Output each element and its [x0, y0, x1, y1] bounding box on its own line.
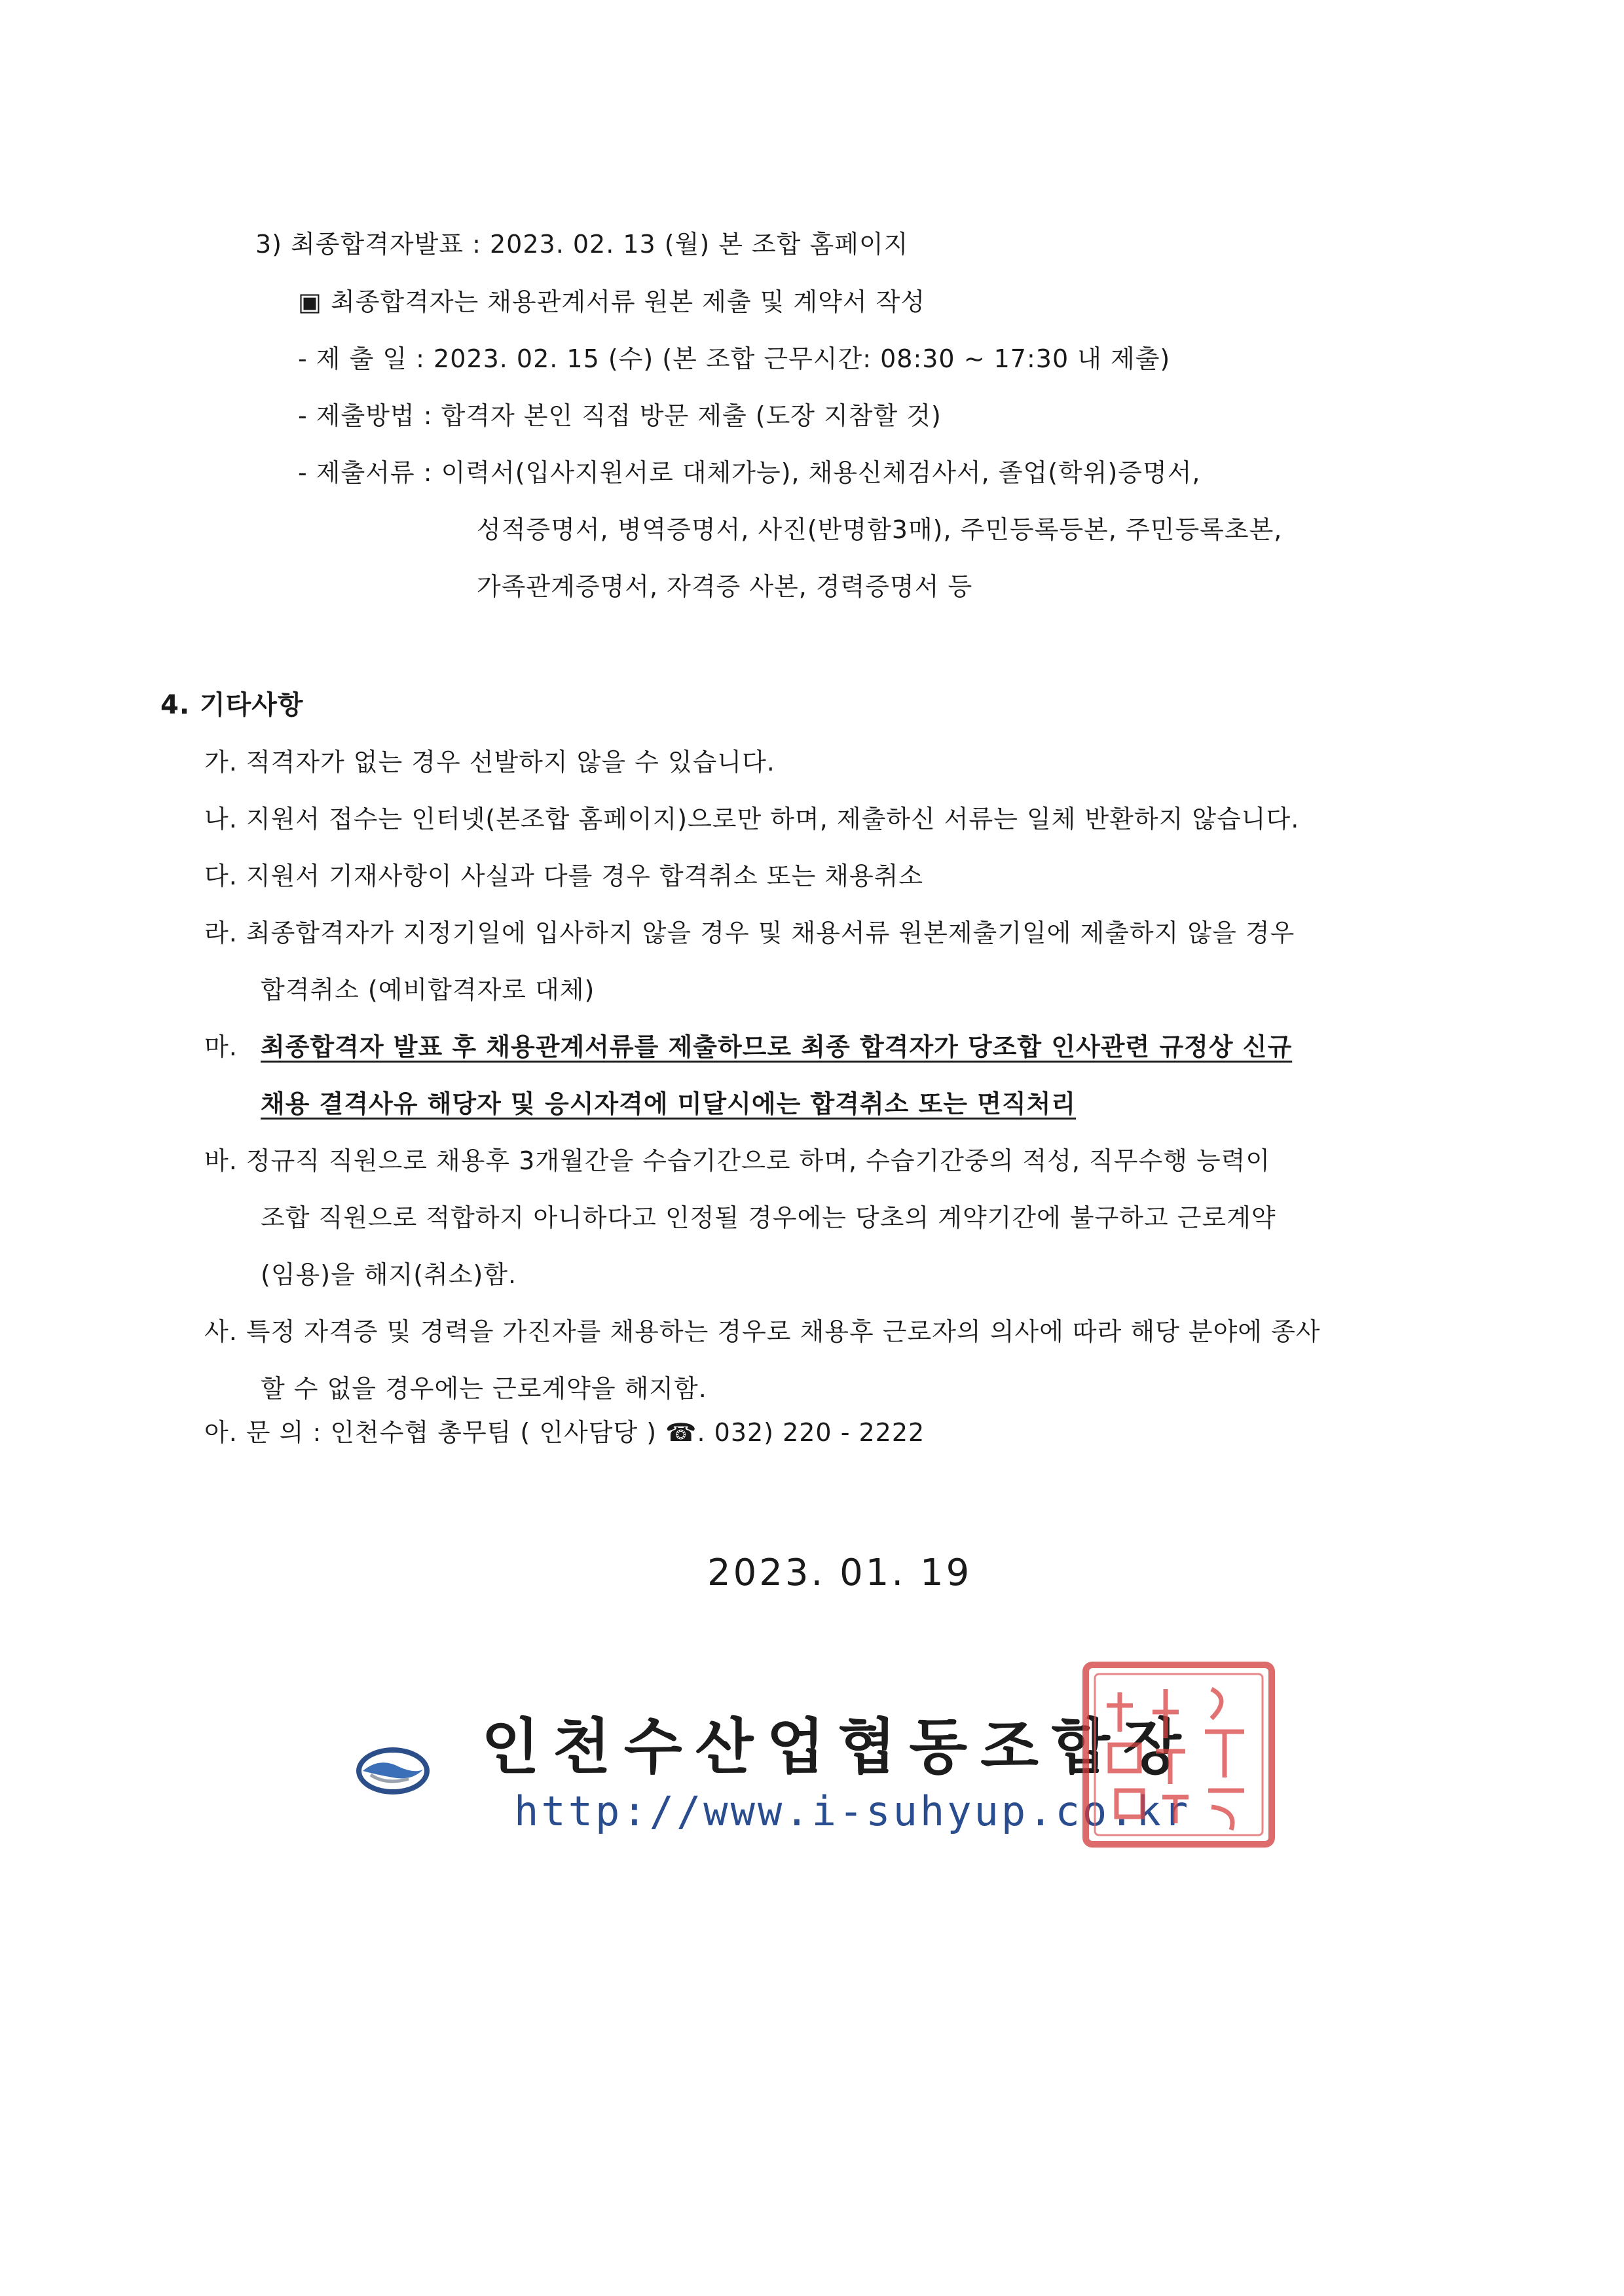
section-title-misc: 4. 기타사항 — [160, 690, 304, 720]
item-sa-line-1: 사. 특정 자격증 및 경력을 가진자를 채용하는 경우로 채용후 근로자의 의사에 따라 해당 분야에 종사 — [204, 1317, 1321, 1346]
item-ma-prefix: 마. — [204, 1032, 238, 1061]
item-ba-line-3: (임용)을 해지(취소)함. — [261, 1260, 517, 1289]
item-ma-line-2: 채용 결격사유 해당자 및 응시자격에 미달시에는 합격취소 또는 면직처리 — [261, 1089, 1077, 1118]
item-ga: 가. 적격자가 없는 경우 선발하지 않을 수 있습니다. — [204, 748, 775, 776]
item-ba-line-2: 조합 직원으로 적합하지 아니하다고 인정될 경우에는 당초의 계약기간에 불구하고 근로계약 — [261, 1203, 1276, 1232]
item-ma-line-1: 최종합격자 발표 후 채용관계서류를 제출하므로 최종 합격자가 당조합 인사관련 규정상 신규 — [261, 1032, 1293, 1061]
document-date: 2023. 01. 19 — [707, 1552, 972, 1594]
item-a-contact: 아. 문 의 : 인천수협 총무팀 ( 인사담당 ) ☎. 032) 220 - 2222 — [204, 1418, 925, 1447]
item-sa-line-2: 할 수 없을 경우에는 근로계약을 해지함. — [261, 1374, 707, 1403]
item-na: 나. 지원서 접수는 인터넷(본조합 홈페이지)으로만 하며, 제출하신 서류는 일체 반환하지 않습니다. — [204, 805, 1300, 833]
item-da: 다. 지원서 기재사항이 사실과 다를 경우 합격취소 또는 채용취소 — [204, 862, 924, 890]
submission-method-line: - 제출방법 : 합격자 본인 직접 방문 제출 (도장 지참할 것) — [298, 401, 942, 430]
item-ba-line-1: 바. 정규직 직원으로 채용후 3개월간을 수습기간으로 하며, 수습기간중의 적성, 직무수행 능력이 — [204, 1146, 1271, 1175]
submission-docs-line-3: 가족관계증명서, 자격증 사본, 경력증명서 등 — [477, 572, 973, 601]
official-seal-icon — [1080, 1660, 1277, 1850]
organization-url: http://www.i-suhyup.co.kr — [514, 1787, 1191, 1835]
announcement-date-line: 3) 최종합격자발표 : 2023. 02. 13 (월) 본 조합 홈페이지 — [255, 230, 909, 259]
item-ra-line-1: 라. 최종합격자가 지정기일에 입사하지 않을 경우 및 채용서류 원본제출기일에 제출하지 않을 경우 — [204, 919, 1295, 947]
submission-docs-line-2: 성적증명서, 병역증명서, 사진(반명함3매), 주민등록등본, 주민등록초본, — [477, 515, 1283, 544]
submission-docs-line-1: - 제출서류 : 이력서(입사지원서로 대체가능), 채용신체검사서, 졸업(학위)증명서, — [298, 458, 1201, 487]
organization-name: 인천수산업협동조합장 — [481, 1711, 1194, 1782]
submission-note: ▣ 최종합격자는 채용관계서류 원본 제출 및 계약서 작성 — [298, 287, 926, 316]
suhyup-logo-icon — [354, 1745, 432, 1797]
submission-date-line: - 제 출 일 : 2023. 02. 15 (수) (본 조합 근무시간: 08:30 ~ 17:30 내 제출) — [298, 344, 1171, 373]
item-ra-line-2: 합격취소 (예비합격자로 대체) — [261, 975, 595, 1004]
